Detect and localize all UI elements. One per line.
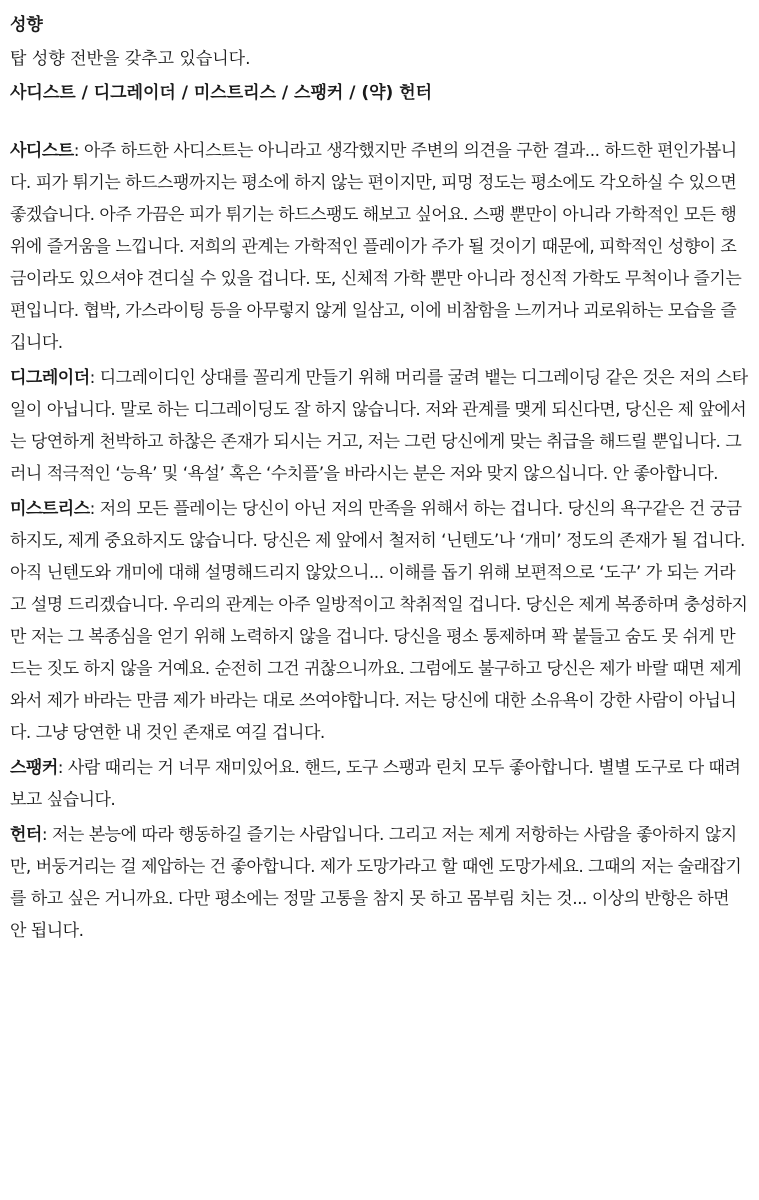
text-mistress: : 저의 모든 플레이는 당신이 아닌 저의 만족을 위해서 하는 겁니다. 당신의 욕구같은 건 궁금하지도, 제게 중요하지도 않습니다. 당신은 제 앞에서 철저히 ‘닌텐도’나 ‘개미’ 정도의 존재가 될 겁니다. 아직 닌텐도와 개미에 대해 설명해드리지 않았으니... 이해를 돕기 위해 보편적으로 ‘도구’ 가 되는 거라고 설명 드리겠습니다. 우리의 관계는 아주 일방적이고 착취적일 겁니다. 당신은 제게 복종하며 충성하지만 저는 그 복종심을 얻기 위해 노력하지 않을 겁니다. 당신을 평소 통제하며 꽉 붙들고 숨도 못 쉬게 만드는 짓도 하지 않을 거예요. 순전히 그건 귀찮으니까요. 그럼에도 불구하고 당신은 제가 바랄 때면 제게 와서 제가 바라는 만큼 제가 바라는 대로 쓰여야합니다. 저는 당신에 대한 소유욕이 강한 사람이 아닙니다. 그냥 당연한 내 것인 존재로 여길 겁니다.	[10, 499, 748, 743]
text-spanker: : 사람 때리는 거 너무 재미있어요. 핸드, 도구 스팽과 린치 모두 좋아합니다. 별별 도구로 다 때려보고 싶습니다.	[10, 758, 741, 810]
paragraph-mistress	[10, 493, 749, 749]
paragraph-degrader	[10, 362, 749, 490]
text-sadist: : 아주 하드한 사디스트는 아니라고 생각했지만 주변의 의견을 구한 결과... 하드한 편인가봅니다. 피가 튀기는 하드스팽까지는 평소에 하지 않는 편이지만, 피멍 정도는 평소에도 각오하실 수 있으면 좋겠습니다. 아주 가끔은 피가 튀기는 하드스팽도 해보고 싶어요. 스팽 뿐만이 아니라 가학적인 모든 행위에 즐거움을 느낍니다. 저희의 관계는 가학적인 플레이가 주가 될 것이기 때문에, 피학적인 성향이 조금이라도 있으셔야 견디실 수 있을 겁니다. 또, 신체적 가학 뿐만 아니라 정신적 가학도 무척이나 즐기는 편입니다. 협박, 가스라이팅 등을 아무렇지 않게 일삼고, 이에 비참함을 느끼거나 괴로워하는 모습을 즐깁니다.	[10, 141, 742, 353]
text-hunter: : 저는 본능에 따라 행동하길 즐기는 사람입니다. 그리고 저는 제게 저항하는 사람을 좋아하지 않지만, 버둥거리는 걸 제압하는 건 좋아합니다. 제가 도망가라고 할 때엔 도망가세요. 그때의 저는 술래잡기를 하고 싶은 거니까요. 다만 평소에는 정말 고통을 참지 못 하고 몸부림 치는 것... 이상의 반항은 하면 안 됩니다.	[10, 825, 742, 941]
paragraph-sadist	[10, 135, 749, 359]
section-summary: 탑 성향 전반을 갖추고 있습니다.	[10, 49, 251, 69]
term-hunter: 헌터	[10, 825, 42, 845]
section-title: 성향	[10, 15, 43, 35]
term-mistress: 미스트리스	[10, 499, 90, 519]
tendency-list: 사디스트 / 디그레이더 / 미스트리스 / 스팽커 / (약) 헌터	[10, 83, 433, 103]
term-spanker: 스팽커	[10, 758, 58, 778]
term-sadist: 사디스트	[10, 141, 74, 161]
spacer	[10, 110, 749, 135]
term-degrader: 디그레이더	[10, 368, 90, 388]
text-degrader: : 디그레이디인 상대를 꼴리게 만들기 위해 머리를 굴려 뱉는 디그레이딩 같은 것은 저의 스타일이 아닙니다. 말로 하는 디그레이딩도 잘 하지 않습니다. 저와 관계를 맺게 되신다면, 당신은 제 앞에서는 당연하게 천박하고 하찮은 존재가 되시는 거고, 저는 그런 당신에게 맞는 취급을 해드릴 뿐입니다. 그러니 적극적인 ‘능욕’ 및 ‘욕설’ 혹은 ‘수치플’을 바라시는 분은 저와 맞지 않으십니다. 안 좋아합니다.	[10, 368, 748, 484]
paragraph-hunter	[10, 819, 749, 947]
paragraph-spanker	[10, 752, 749, 816]
